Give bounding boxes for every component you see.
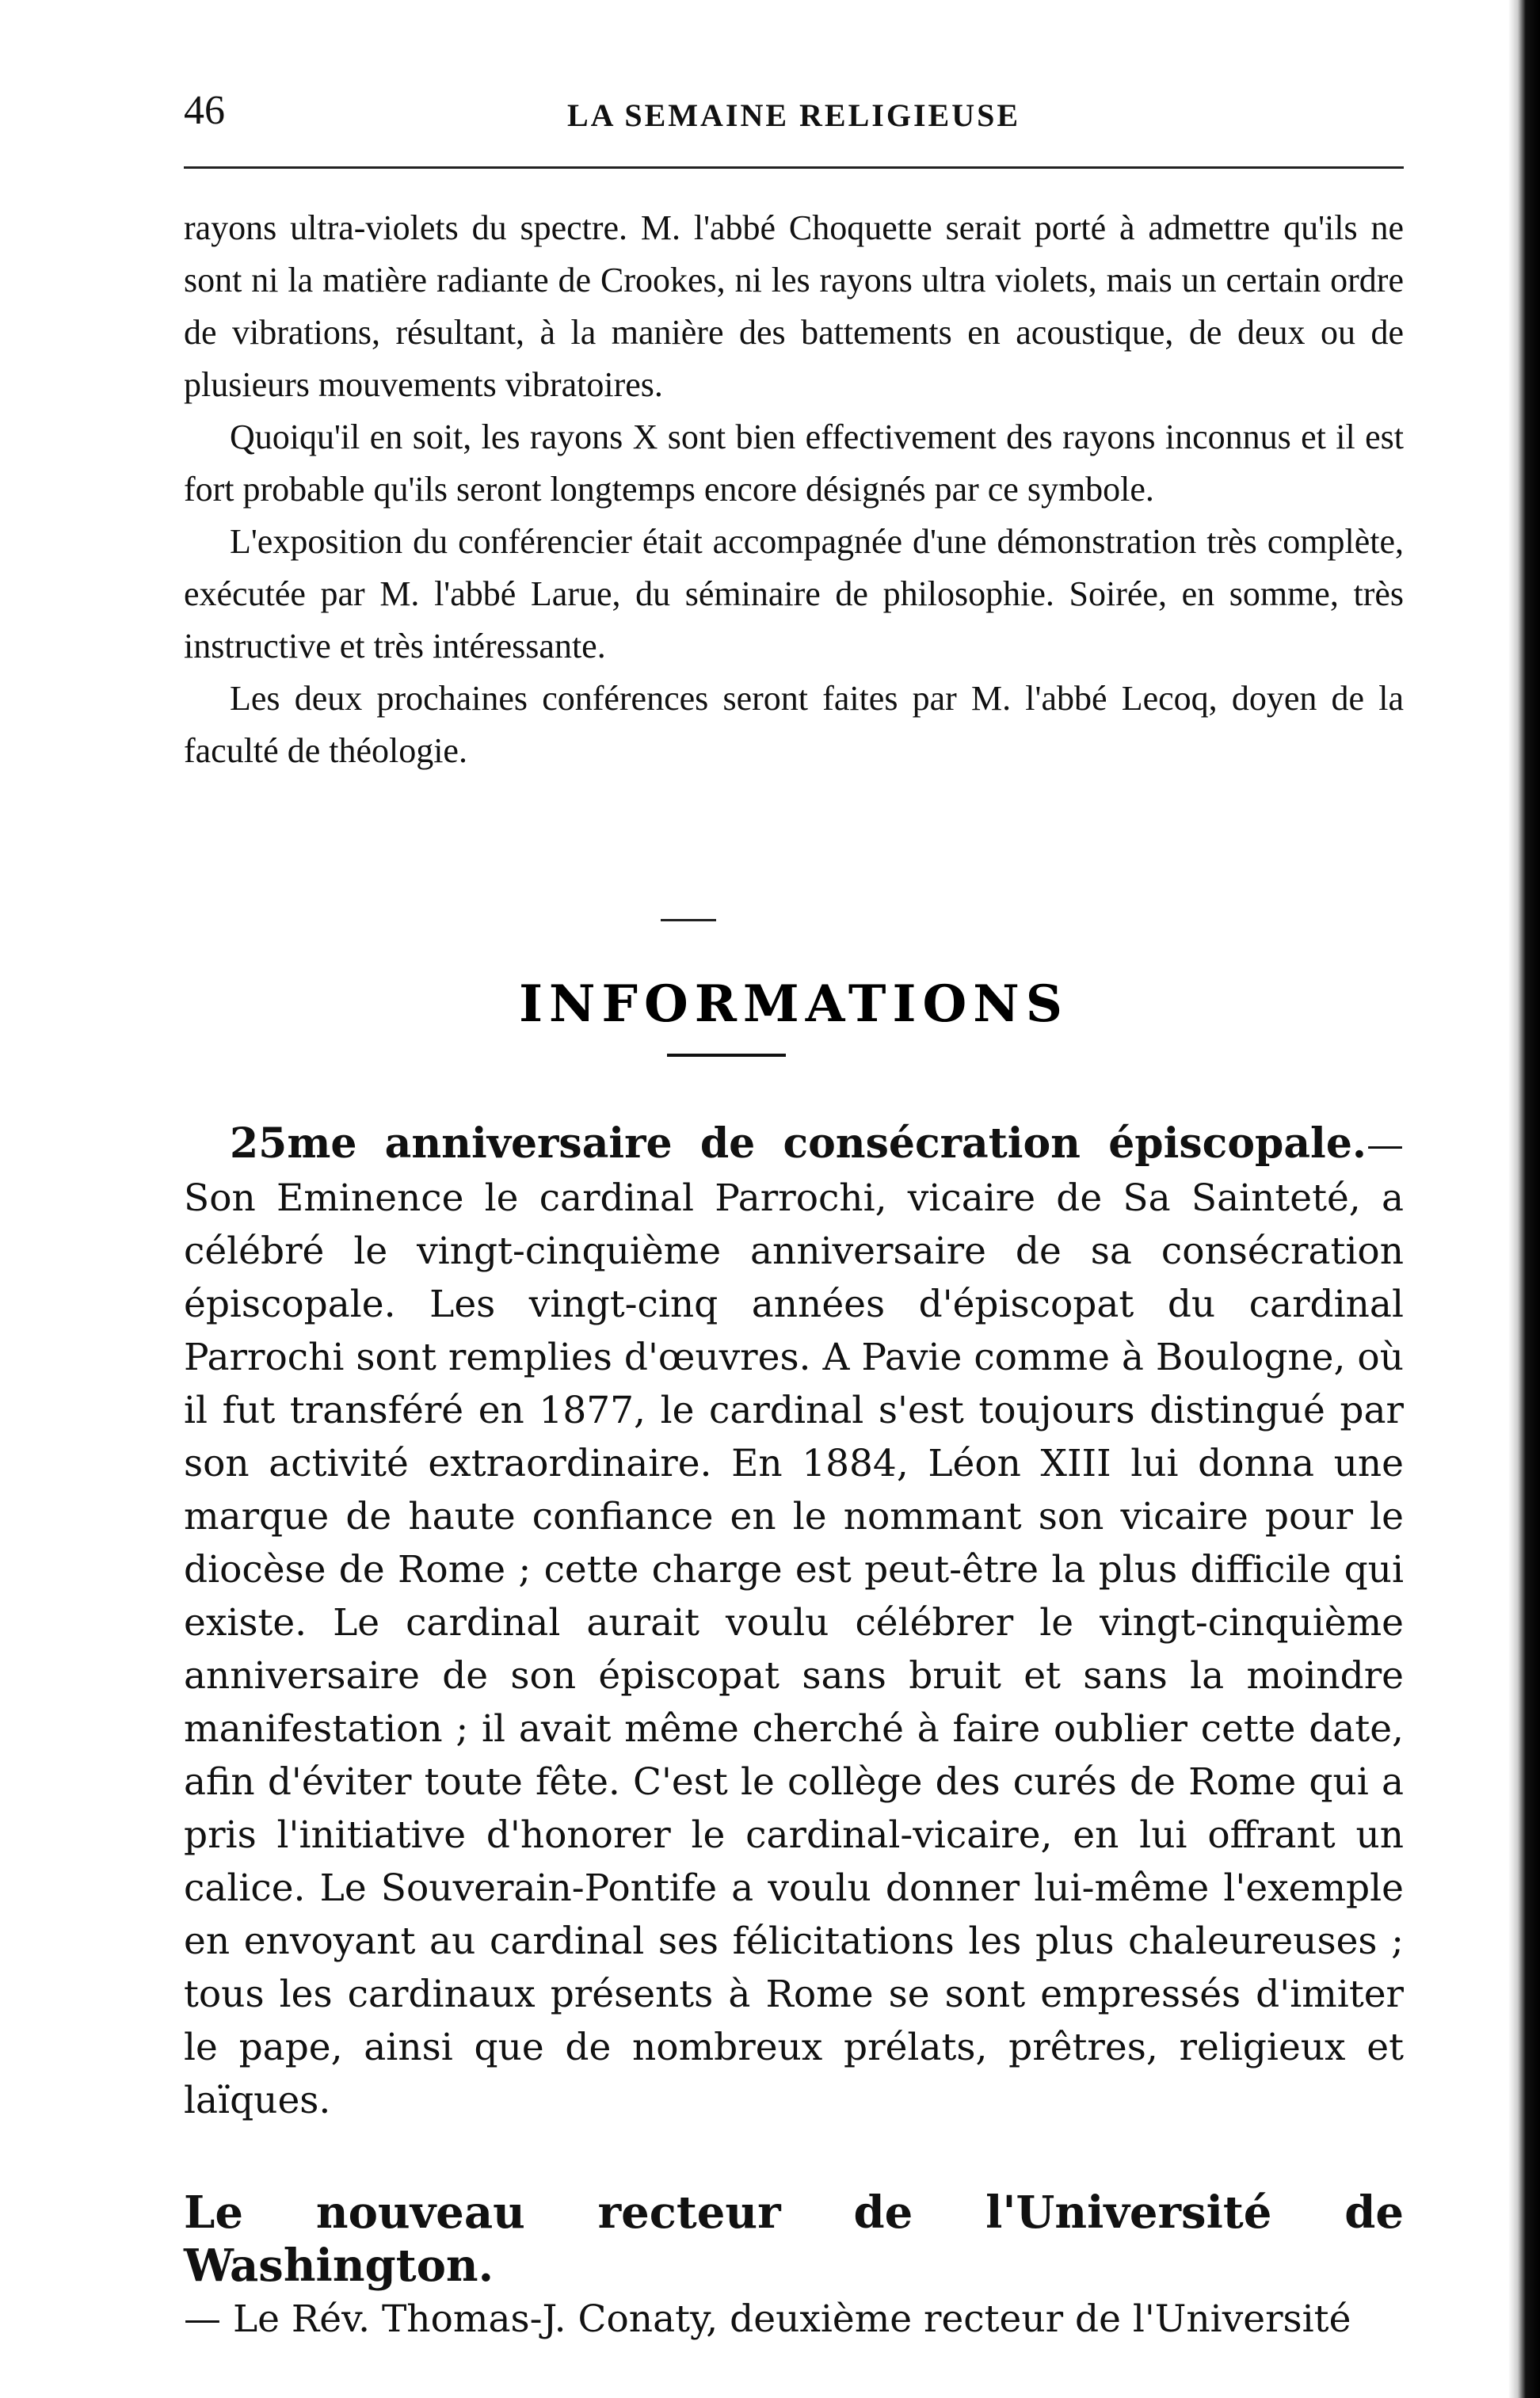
- section-heading: INFORMATIONS: [519, 974, 1069, 1034]
- news-item: [184, 2186, 1404, 2346]
- header-rule: [184, 166, 1404, 169]
- news-text: —Son Eminence le cardinal Parrochi, vicaire de Sa Sainteté, a célébré le vingt-cinquième anniversaire de sa consécration épiscopale. Les vingt-cinq années d'épiscopat du cardinal Parrochi sont remplies d'œuvres. A Pavie comme à Boulogne, où il fut transféré en 1877, le cardinal s'est toujours distingué par son activité extraordinaire. En 1884, Léon XIII lui donna une marque de haute confiance en le nommant son vicaire pour le diocèse de Rome ; cette charge est peut-être la plus difficile qui existe. Le cardinal aurait voulu célébrer le vingt-cinquième anniversaire de son épiscopat sans bruit et sans la moindre manifestation ; il avait même cherché à faire oublier cette date, afin d'éviter toute fête. C'est le collège des curés de Rome qui a pris l'initiative d'honorer le cardinal-vicaire, en lui offrant un calice. Le Souverain-Pontife a voulu donner lui-même l'exemple en envoyant au cardinal ses félicitations les plus chaleureuses ; tous les cardinaux présents à Rome se sont empressés d'imiter le pape, ainsi que de nombreux prélats, prêtres, religieux et laïques.: [184, 1123, 1404, 2122]
- news-paragraph: [184, 1117, 1404, 2127]
- news-text: — Le Rév. Thomas-J. Conaty, deuxième recteur de l'Université: [184, 2297, 1351, 2341]
- binding-edge: [1508, 0, 1540, 2398]
- heading-rule: [667, 1054, 786, 1057]
- page-header: [184, 87, 1404, 143]
- running-title: LA SEMAINE RELIGIEUSE: [566, 97, 1021, 133]
- body-text: [184, 202, 1404, 777]
- paragraph: rayons ultra-violets du spectre. M. l'abbé Choquette serait porté à admettre qu'ils ne sont ni la matière radiante de Crookes, ni les rayons ultra violets, mais un certain ordre de vibrations, résultant, à la manière des battements en acoustique, de deux ou de plusieurs mouvements vibratoires.: [184, 208, 1404, 404]
- paragraph: L'exposition du conférencier était accompagnée d'une démonstration très complète, exécutée par M. l'abbé Larue, du séminaire de philosophie. Soirée, en somme, très instructive et très intéressante.: [184, 522, 1404, 665]
- page-number: 46: [184, 88, 225, 133]
- paragraph: Les deux prochaines conférences seront faites par M. l'abbé Lecoq, doyen de la faculté de théologie.: [184, 679, 1404, 770]
- news-title: Le nouveau recteur de l'Université de Washington.: [184, 2186, 1404, 2292]
- news-paragraph: [184, 2186, 1404, 2346]
- news-title: 25me anniversaire de consécration épiscopale.: [230, 1119, 1367, 1168]
- paragraph: Quoiqu'il en soit, les rayons X sont bien effectivement des rayons inconnus et il est fort probable qu'ils seront longtemps encore désignés par ce symbole.: [184, 417, 1404, 509]
- section-divider: [661, 919, 716, 921]
- news-item: [184, 1117, 1404, 2127]
